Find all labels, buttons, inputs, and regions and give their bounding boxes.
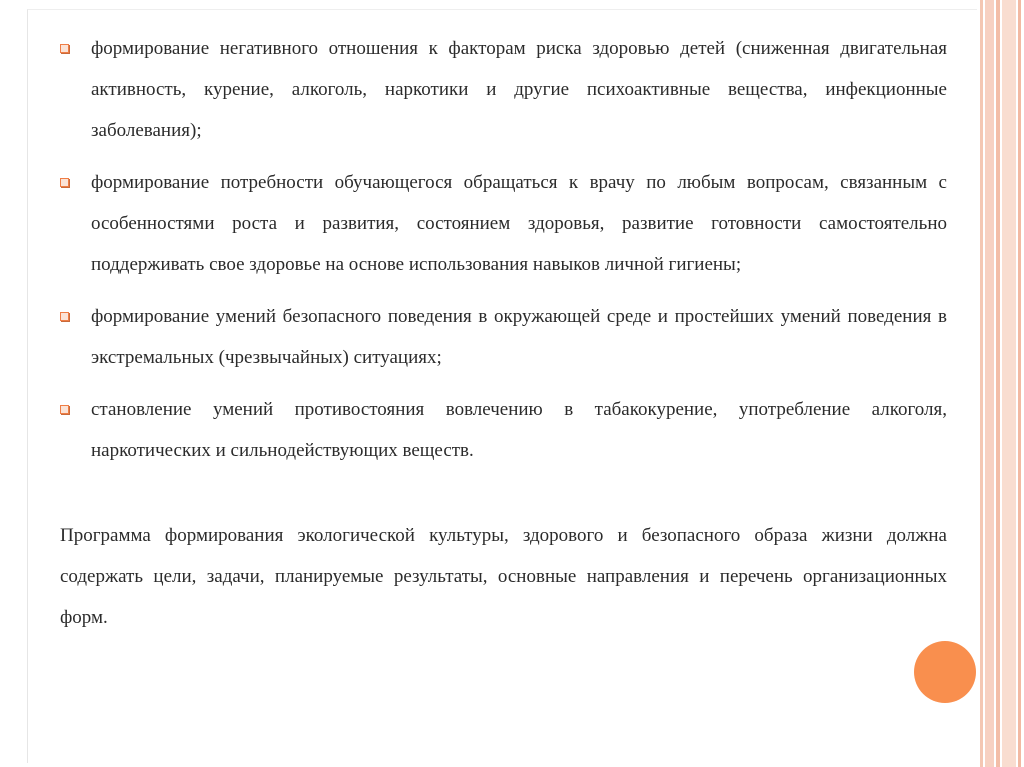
- bullet-text: становление умений противостояния вовлечению в табакокурение, употребление алкоголя, наркотических и сильнодействующих веществ.: [91, 399, 947, 461]
- stripe: [996, 0, 1000, 767]
- list-item: [60, 162, 947, 285]
- bullet-text: формирование потребности обучающегося обращаться к врачу по любым вопросам, связанным с особенностями роста и развития, состоянием здоровья, развитие готовности самостоятельно поддерживать свое здоровье на основе использования навыков личной гигиены;: [91, 172, 947, 275]
- bullet-text: формирование умений безопасного поведения в окружающей среде и простейших умений поведения в экстремальных (чрезвычайных) ситуациях;: [91, 306, 947, 368]
- summary-paragraph: Программа формирования экологической культуры, здорового и безопасного образа жизни должна содержать цели, задачи, планируемые результаты, основные направления и перечень организационных форм.: [60, 525, 947, 628]
- square-bullet-icon: [60, 405, 69, 414]
- list-item: [60, 389, 947, 471]
- square-bullet-icon: [60, 312, 69, 321]
- stripe: [985, 0, 994, 767]
- orange-circle-decoration: [914, 641, 976, 703]
- bullet-text: формирование негативного отношения к факторам риска здоровью детей (сниженная двигательная активность, курение, алкоголь, наркотики и другие психоактивные вещества, инфекционные заболевания);: [91, 38, 947, 141]
- square-bullet-icon: [60, 178, 69, 187]
- stripe: [980, 0, 983, 767]
- square-bullet-icon: [60, 44, 69, 53]
- stripe: [1018, 0, 1021, 767]
- stripe: [1002, 0, 1016, 767]
- bullet-list: [60, 28, 947, 482]
- decorative-stripes: [977, 0, 1024, 767]
- list-item: [60, 28, 947, 151]
- list-item: [60, 296, 947, 378]
